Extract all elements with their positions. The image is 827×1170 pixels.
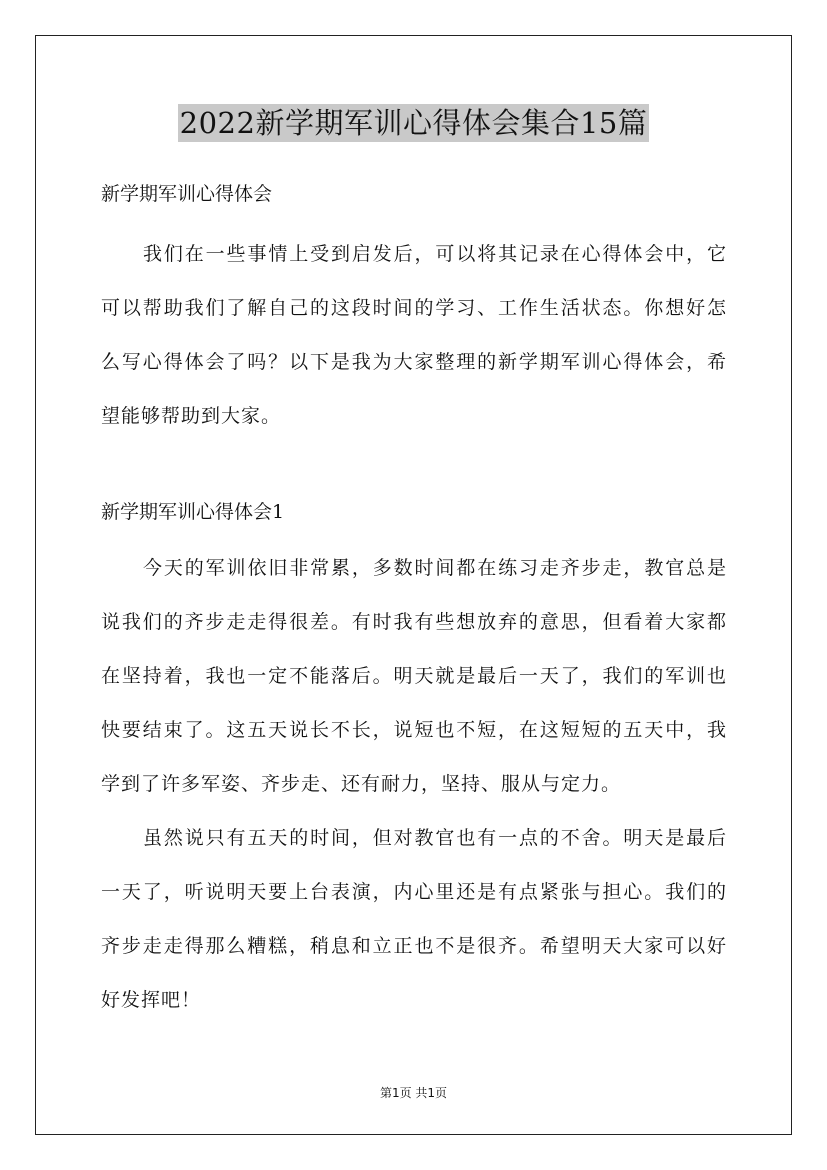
- document-title: 2022新学期军训心得体会集合15篇: [179, 106, 648, 140]
- section-heading: 新学期军训心得体会1: [101, 501, 285, 523]
- paragraph-line: 好发挥吧！: [101, 989, 202, 1011]
- paragraph-line: 我们在一些事情上受到启发后，可以将其记录在心得体会中，它: [143, 243, 727, 265]
- page-footer: [0, 1084, 827, 1101]
- paragraph-line: 在坚持着，我也一定不能落后。明天就是最后一天了，我们的军训也: [101, 665, 727, 687]
- paragraph-line: 齐步走走得那么糟糕，稍息和立正也不是很齐。希望明天大家可以好: [101, 935, 727, 957]
- paragraph-line: 今天的军训依旧非常累，多数时间都在练习走齐步走，教官总是: [143, 557, 727, 579]
- intro-heading: 新学期军训心得体会: [101, 183, 273, 205]
- section-spacer: [101, 443, 727, 491]
- paragraph-line: 么写心得体会了吗？以下是我为大家整理的新学期军训心得体会，希: [101, 351, 727, 373]
- paragraph-line: 学到了许多军姿、齐步走、还有耐力，坚持、服从与定力。: [101, 773, 622, 795]
- section1-paragraph-1: [101, 541, 727, 811]
- paragraph-line: 望能够帮助到大家。: [101, 405, 282, 427]
- document-body: [101, 173, 727, 1027]
- intro-paragraph: [101, 227, 727, 443]
- section1-paragraph-2: [101, 811, 727, 1027]
- paragraph-line: 可以帮助我们了解自己的这段时间的学习、工作生活状态。你想好怎: [101, 297, 727, 319]
- page-number: 第1页 共1页: [379, 1086, 448, 1100]
- paragraph-line: 虽然说只有五天的时间，但对教官也有一点的不舍。明天是最后: [143, 827, 727, 849]
- paragraph-line: 一天了，听说明天要上台表演，内心里还是有点紧张与担心。我们的: [101, 881, 727, 903]
- paragraph-line: 说我们的齐步走走得很差。有时我有些想放弃的意思，但看着大家都: [101, 611, 727, 633]
- paragraph-line: 快要结束了。这五天说长不长，说短也不短，在这短短的五天中，我: [101, 719, 727, 741]
- title-container: [0, 104, 827, 142]
